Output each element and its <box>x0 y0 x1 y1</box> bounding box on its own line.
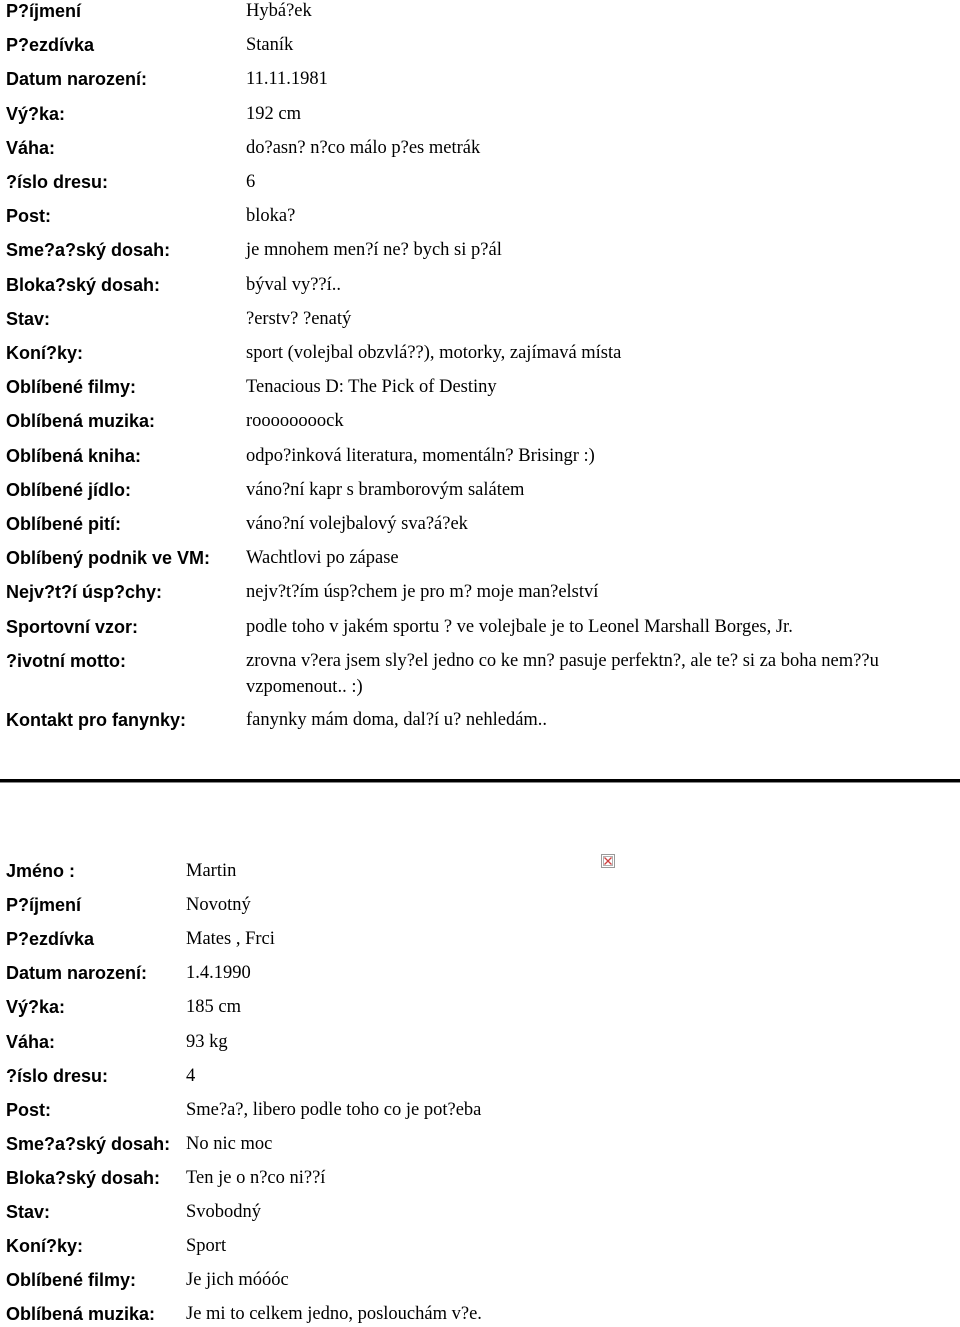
field-value: odpo?inková literatura, momentáln? Brisingr :) <box>246 445 595 466</box>
field-label: P?ezdívka <box>6 35 95 56</box>
field-label: Váha: <box>6 137 56 158</box>
field-label: ?íslo dresu: <box>6 172 109 192</box>
field-value: 1.4.1990 <box>186 963 251 984</box>
field-value: 6 <box>246 172 256 192</box>
field-value: Novotný <box>186 895 251 916</box>
field-value: do?asn? n?co málo p?es metrák <box>246 137 481 158</box>
broken-image-icon <box>601 854 615 868</box>
field-label: Bloka?ský dosah: <box>6 1167 161 1188</box>
field-label: Oblíbené filmy: <box>6 377 137 398</box>
field-value: Sme?a?, libero podle toho co je pot?eba <box>186 1099 482 1120</box>
field-value: váno?ní kapr s bramborovým salátem <box>246 479 525 500</box>
field-label: Post: <box>6 206 51 227</box>
field-value: býval vy??í.. <box>246 274 342 295</box>
field-value: No nic moc <box>186 1133 273 1154</box>
field-label: Sportovní vzor: <box>6 616 139 637</box>
field-label: Nejv?t?í úsp?chy: <box>6 582 163 603</box>
field-label: Oblíbené jídlo: <box>6 479 131 500</box>
field-value: zrovna v?era jsem sly?el jedno co ke mn? pasuje perfektn?, ale te? si za boha nem??u vzpomenout.. :) <box>246 650 879 697</box>
field-label: P?íjmení <box>6 1 82 21</box>
field-value: sport (volejbal obzvlá??), motorky, zajímavá místa <box>246 343 622 363</box>
field-label: Oblíbená muzika: <box>6 1304 156 1325</box>
field-label: ?íslo dresu: <box>6 1065 109 1086</box>
field-value: nejv?t?ím úsp?chem je pro m? moje man?elství <box>246 582 599 603</box>
field-value: Wachtlovi po zápase <box>246 548 399 569</box>
field-value: bloka? <box>246 206 296 227</box>
field-value: Ten je o n?co ni??í <box>186 1167 326 1188</box>
field-label: Datum narození: <box>6 963 148 984</box>
field-label: Oblíbená muzika: <box>6 411 156 432</box>
field-label: Sme?a?ský dosah: <box>6 1133 171 1154</box>
field-value: je mnohem men?í ne? bych si p?ál <box>246 240 502 261</box>
field-label: Sme?a?ský dosah: <box>6 240 171 261</box>
field-value: 192 cm <box>246 103 301 124</box>
field-label: P?íjmení <box>6 895 82 916</box>
field-value: 93 kg <box>186 1031 228 1052</box>
field-value: Svobodný <box>186 1202 262 1222</box>
field-label: Kontakt pro fanynky: <box>6 710 187 730</box>
field-label: Oblíbený podnik ve VM: <box>6 548 211 569</box>
field-label: Post: <box>6 1099 51 1120</box>
field-value: 4 <box>186 1065 196 1086</box>
field-value: Tenacious D: The Pick of Destiny <box>246 377 497 398</box>
field-value: fanynky mám doma, dal?í u? nehledám.. <box>246 710 548 730</box>
field-value: podle toho v jakém sportu ? ve volejbale je to Leonel Marshall Borges, Jr. <box>246 616 793 637</box>
field-label: P?ezdívka <box>6 929 95 950</box>
field-value: Sport <box>186 1236 227 1257</box>
field-label: Oblíbené filmy: <box>6 1270 137 1291</box>
field-value: Martin <box>186 861 237 881</box>
field-label: Oblíbená kniha: <box>6 445 142 466</box>
field-label: Stav: <box>6 1202 51 1222</box>
field-label: Bloka?ský dosah: <box>6 274 161 295</box>
field-value: Je jich móóóc <box>186 1270 289 1291</box>
field-label: Koní?ky: <box>6 1236 84 1257</box>
field-label: Stav: <box>6 308 51 329</box>
field-label: Váha: <box>6 1031 56 1052</box>
field-value: Mates , Frci <box>186 929 275 950</box>
field-value: Je mi to celkem jedno, poslouchám v?e. <box>186 1304 482 1325</box>
horizontal-divider <box>0 779 960 782</box>
field-value: ?erstv? ?enatý <box>246 308 352 329</box>
field-value: 11.11.1981 <box>246 69 328 90</box>
field-value: roooooooock <box>246 411 344 432</box>
field-label: Koní?ky: <box>6 343 84 363</box>
field-value: váno?ní volejbalový sva?á?ek <box>246 514 468 534</box>
field-value: Staník <box>246 35 294 56</box>
field-label: Oblíbené pití: <box>6 514 121 534</box>
field-label: Jméno : <box>6 861 76 881</box>
field-label: Datum narození: <box>6 69 148 90</box>
field-value: Hybá?ek <box>246 1 312 21</box>
field-value: 185 cm <box>186 997 241 1018</box>
field-label: Vý?ka: <box>6 103 66 124</box>
field-label: Vý?ka: <box>6 997 66 1018</box>
field-label: ?ivotní motto: <box>6 650 126 671</box>
